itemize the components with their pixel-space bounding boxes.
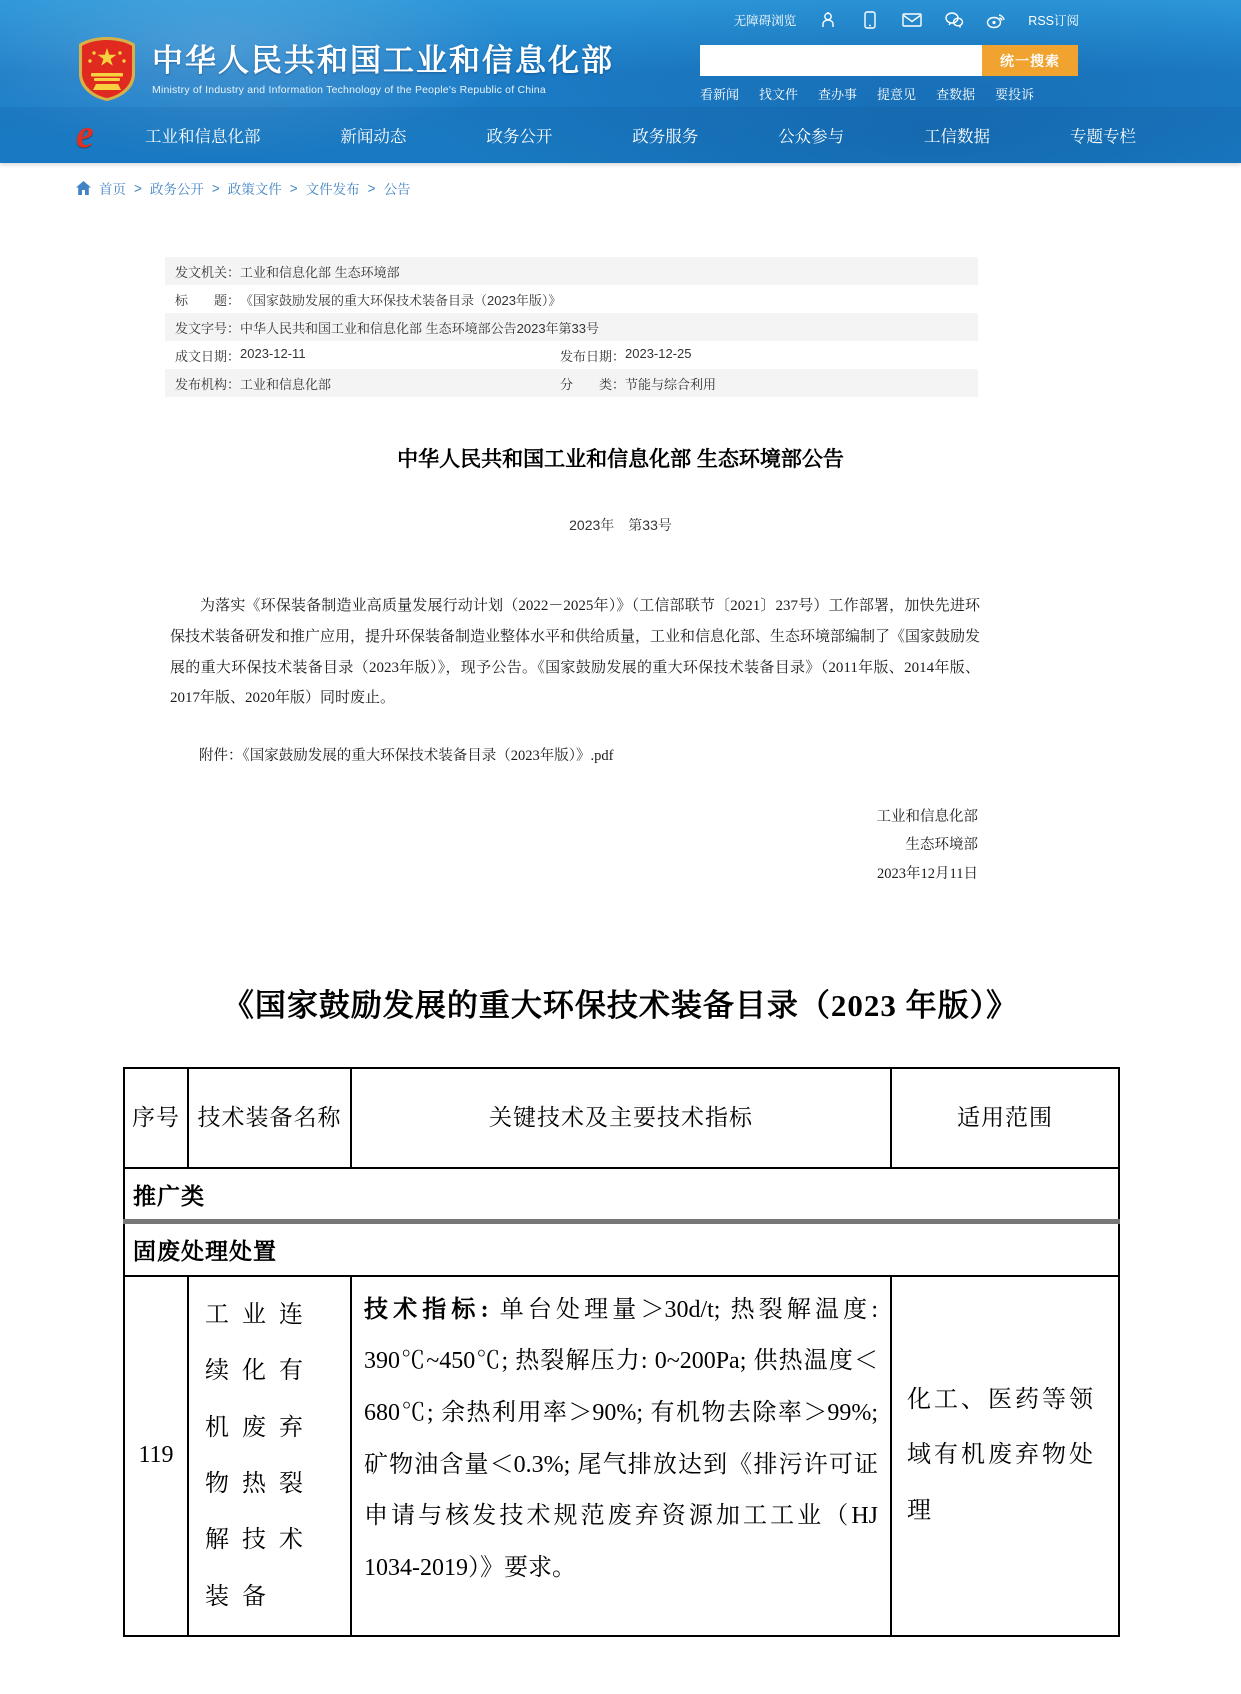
cell-scope: 化工、医药等领域有机废弃物处理: [891, 1276, 1119, 1636]
cell-row-number: 119: [124, 1276, 188, 1636]
section-label-promotion: 推广类: [124, 1168, 1119, 1222]
signature-block: [170, 803, 978, 888]
attachment-link[interactable]: 《国家鼓励发展的重大环保技术装备目录（2023年版）》.pdf: [242, 748, 614, 764]
quick-link-news[interactable]: 看新闻: [700, 87, 740, 102]
header-no: 序号: [124, 1068, 188, 1168]
site-title: 中华人民共和国工业和信息化部: [152, 43, 614, 79]
meta-label: 发布日期：: [560, 348, 626, 364]
cell-key-tech: [351, 1276, 891, 1636]
breadcrumb: [0, 163, 1241, 213]
home-icon[interactable]: [76, 181, 91, 195]
catalog-table: [123, 1067, 1120, 1637]
main-nav: [0, 107, 1241, 163]
catalog-title: 《国家鼓励发展的重大环保技术装备目录（2023 年版）》: [222, 987, 1019, 1023]
breadcrumb-gov-open[interactable]: 政务公开: [149, 182, 204, 197]
breadcrumb-separator: >: [289, 180, 298, 196]
search-input[interactable]: [700, 45, 982, 76]
mobile-icon[interactable]: [860, 10, 880, 30]
utility-bar: [734, 10, 1079, 30]
meta-value: 工业和信息化部 生态环境部: [240, 264, 400, 280]
quick-link-feedback[interactable]: 提意见: [877, 87, 917, 102]
announcement-number: 2023年 第33号: [569, 517, 672, 533]
quick-link-services[interactable]: 查办事: [818, 87, 858, 102]
quick-links: [700, 84, 1034, 103]
meta-label: 发文机关：: [175, 264, 241, 280]
breadcrumb-announcement[interactable]: 公告: [383, 182, 411, 197]
wechat-icon[interactable]: [944, 10, 964, 30]
accessibility-link[interactable]: 无障碍浏览: [733, 14, 797, 28]
meta-value: 节能与综合利用: [625, 376, 717, 392]
meta-value: 工业和信息化部: [240, 376, 332, 392]
search-button[interactable]: 统一搜索: [982, 45, 1078, 76]
header-scope: 适用范围: [891, 1068, 1119, 1168]
header-key-tech: 关键技术及主要技术指标: [351, 1068, 891, 1168]
document-meta: [165, 257, 978, 397]
site-subtitle: Ministry of Industry and Information Technology of the People's Republic of China: [152, 83, 546, 96]
national-emblem-icon: [76, 36, 138, 102]
signature-org-miit: 工业和信息化部: [876, 809, 978, 825]
section-row-promotion: [124, 1168, 1119, 1222]
meta-label: 标 题：: [175, 292, 241, 308]
nav-item-data[interactable]: 工信数据: [924, 128, 991, 146]
meta-label: 发布机构：: [175, 376, 241, 392]
breadcrumb-policy-files[interactable]: 政策文件: [227, 182, 282, 197]
attachment-line: [170, 744, 980, 765]
meta-label: 分 类：: [560, 376, 626, 392]
announcement-title: 中华人民共和国工业和信息化部 生态环境部公告: [397, 448, 844, 471]
meta-row-title: [165, 285, 978, 313]
meta-label: 发文字号：: [175, 320, 241, 336]
meta-row-issuing-org: [165, 257, 978, 285]
meta-value: 2023-12-25: [625, 345, 692, 361]
nav-item-gov-open[interactable]: 政务公开: [486, 128, 553, 146]
quick-link-complaint[interactable]: 要投诉: [995, 87, 1035, 102]
nav-item-gov-service[interactable]: 政务服务: [632, 128, 699, 146]
indicator-label: 技术指标:: [364, 1296, 490, 1323]
quick-link-data[interactable]: 查数据: [936, 87, 976, 102]
meta-row-publisher: [165, 369, 978, 397]
signature-org-mee: 生态环境部: [905, 837, 978, 854]
section-row-solid-waste: [124, 1222, 1119, 1276]
meta-value: 2023-12-11: [240, 345, 306, 361]
announcement-body: 为落实《环保装备制造业高质量发展行动计划（2022－2025年）》（工信部联节〔2021〕237号）工作部署，加快先进环保技术装备研发和推广应用，提升环保装备制造业整体水平和供给质量，工业和信息化部、生态环境部编制了《国家鼓励发展的重大环保技术装备目录（2023年版）》，现予公告。《国家鼓励发展的重大环保技术装备目录》（2011年版、2014年版、2017年版、2020年版）同时废止。: [170, 598, 981, 707]
table-row-119: [124, 1276, 1119, 1636]
section-label-solid-waste: 固废处理处置: [124, 1222, 1119, 1276]
search-bar: [700, 45, 1078, 76]
breadcrumb-separator: >: [367, 180, 376, 196]
breadcrumb-home[interactable]: 首页: [99, 182, 126, 197]
signature-date: 2023年12月11日: [877, 865, 978, 882]
meta-row-dates: [165, 341, 978, 369]
meta-value: 中华人民共和国工业和信息化部 生态环境部公告2023年第33号: [240, 320, 600, 336]
meta-value: 《国家鼓励发展的重大环保技术装备目录（2023年版）》: [240, 292, 562, 308]
nav-item-topics[interactable]: 专题专栏: [1069, 128, 1136, 146]
meta-label: 成文日期：: [175, 348, 241, 364]
rss-link[interactable]: RSS订阅: [1028, 14, 1079, 28]
nav-item-news[interactable]: 新闻动态: [340, 128, 407, 146]
mail-icon[interactable]: [902, 10, 922, 30]
site-header: [0, 0, 1241, 163]
catalog-header-row: [124, 1068, 1119, 1168]
breadcrumb-file-release[interactable]: 文件发布: [305, 182, 360, 197]
attachment-label: 附件：: [199, 748, 243, 764]
quick-link-files[interactable]: 找文件: [759, 87, 799, 102]
site-logo[interactable]: [76, 36, 614, 102]
nav-item-participation[interactable]: 公众参与: [778, 128, 845, 146]
indicator-text: 单台处理量＞30d/t; 热裂解温度: 390℃~450℃; 热裂解压力: 0~200Pa; 供热温度＜680℃; 余热利用率＞90%; 有机物去除率＞99%; 矿物油含量＜0.3%; 尾气排放达到《排污许可证申请与核发技术规范废弃资源加工工业（HJ 1034-2019）》要求。: [364, 1296, 878, 1581]
miit-e-logo-icon[interactable]: e: [76, 111, 94, 156]
weibo-icon[interactable]: [986, 10, 1006, 30]
nav-item-miit[interactable]: 工业和信息化部: [145, 128, 261, 146]
header-equipment-name: 技术装备名称: [188, 1068, 351, 1168]
breadcrumb-separator: >: [211, 180, 220, 196]
meta-row-doc-no: [165, 313, 978, 341]
cell-equipment-name: 工业连续化有机废弃物热裂解技术装备: [188, 1276, 351, 1636]
breadcrumb-separator: >: [134, 180, 142, 196]
robot-icon[interactable]: [818, 10, 838, 30]
